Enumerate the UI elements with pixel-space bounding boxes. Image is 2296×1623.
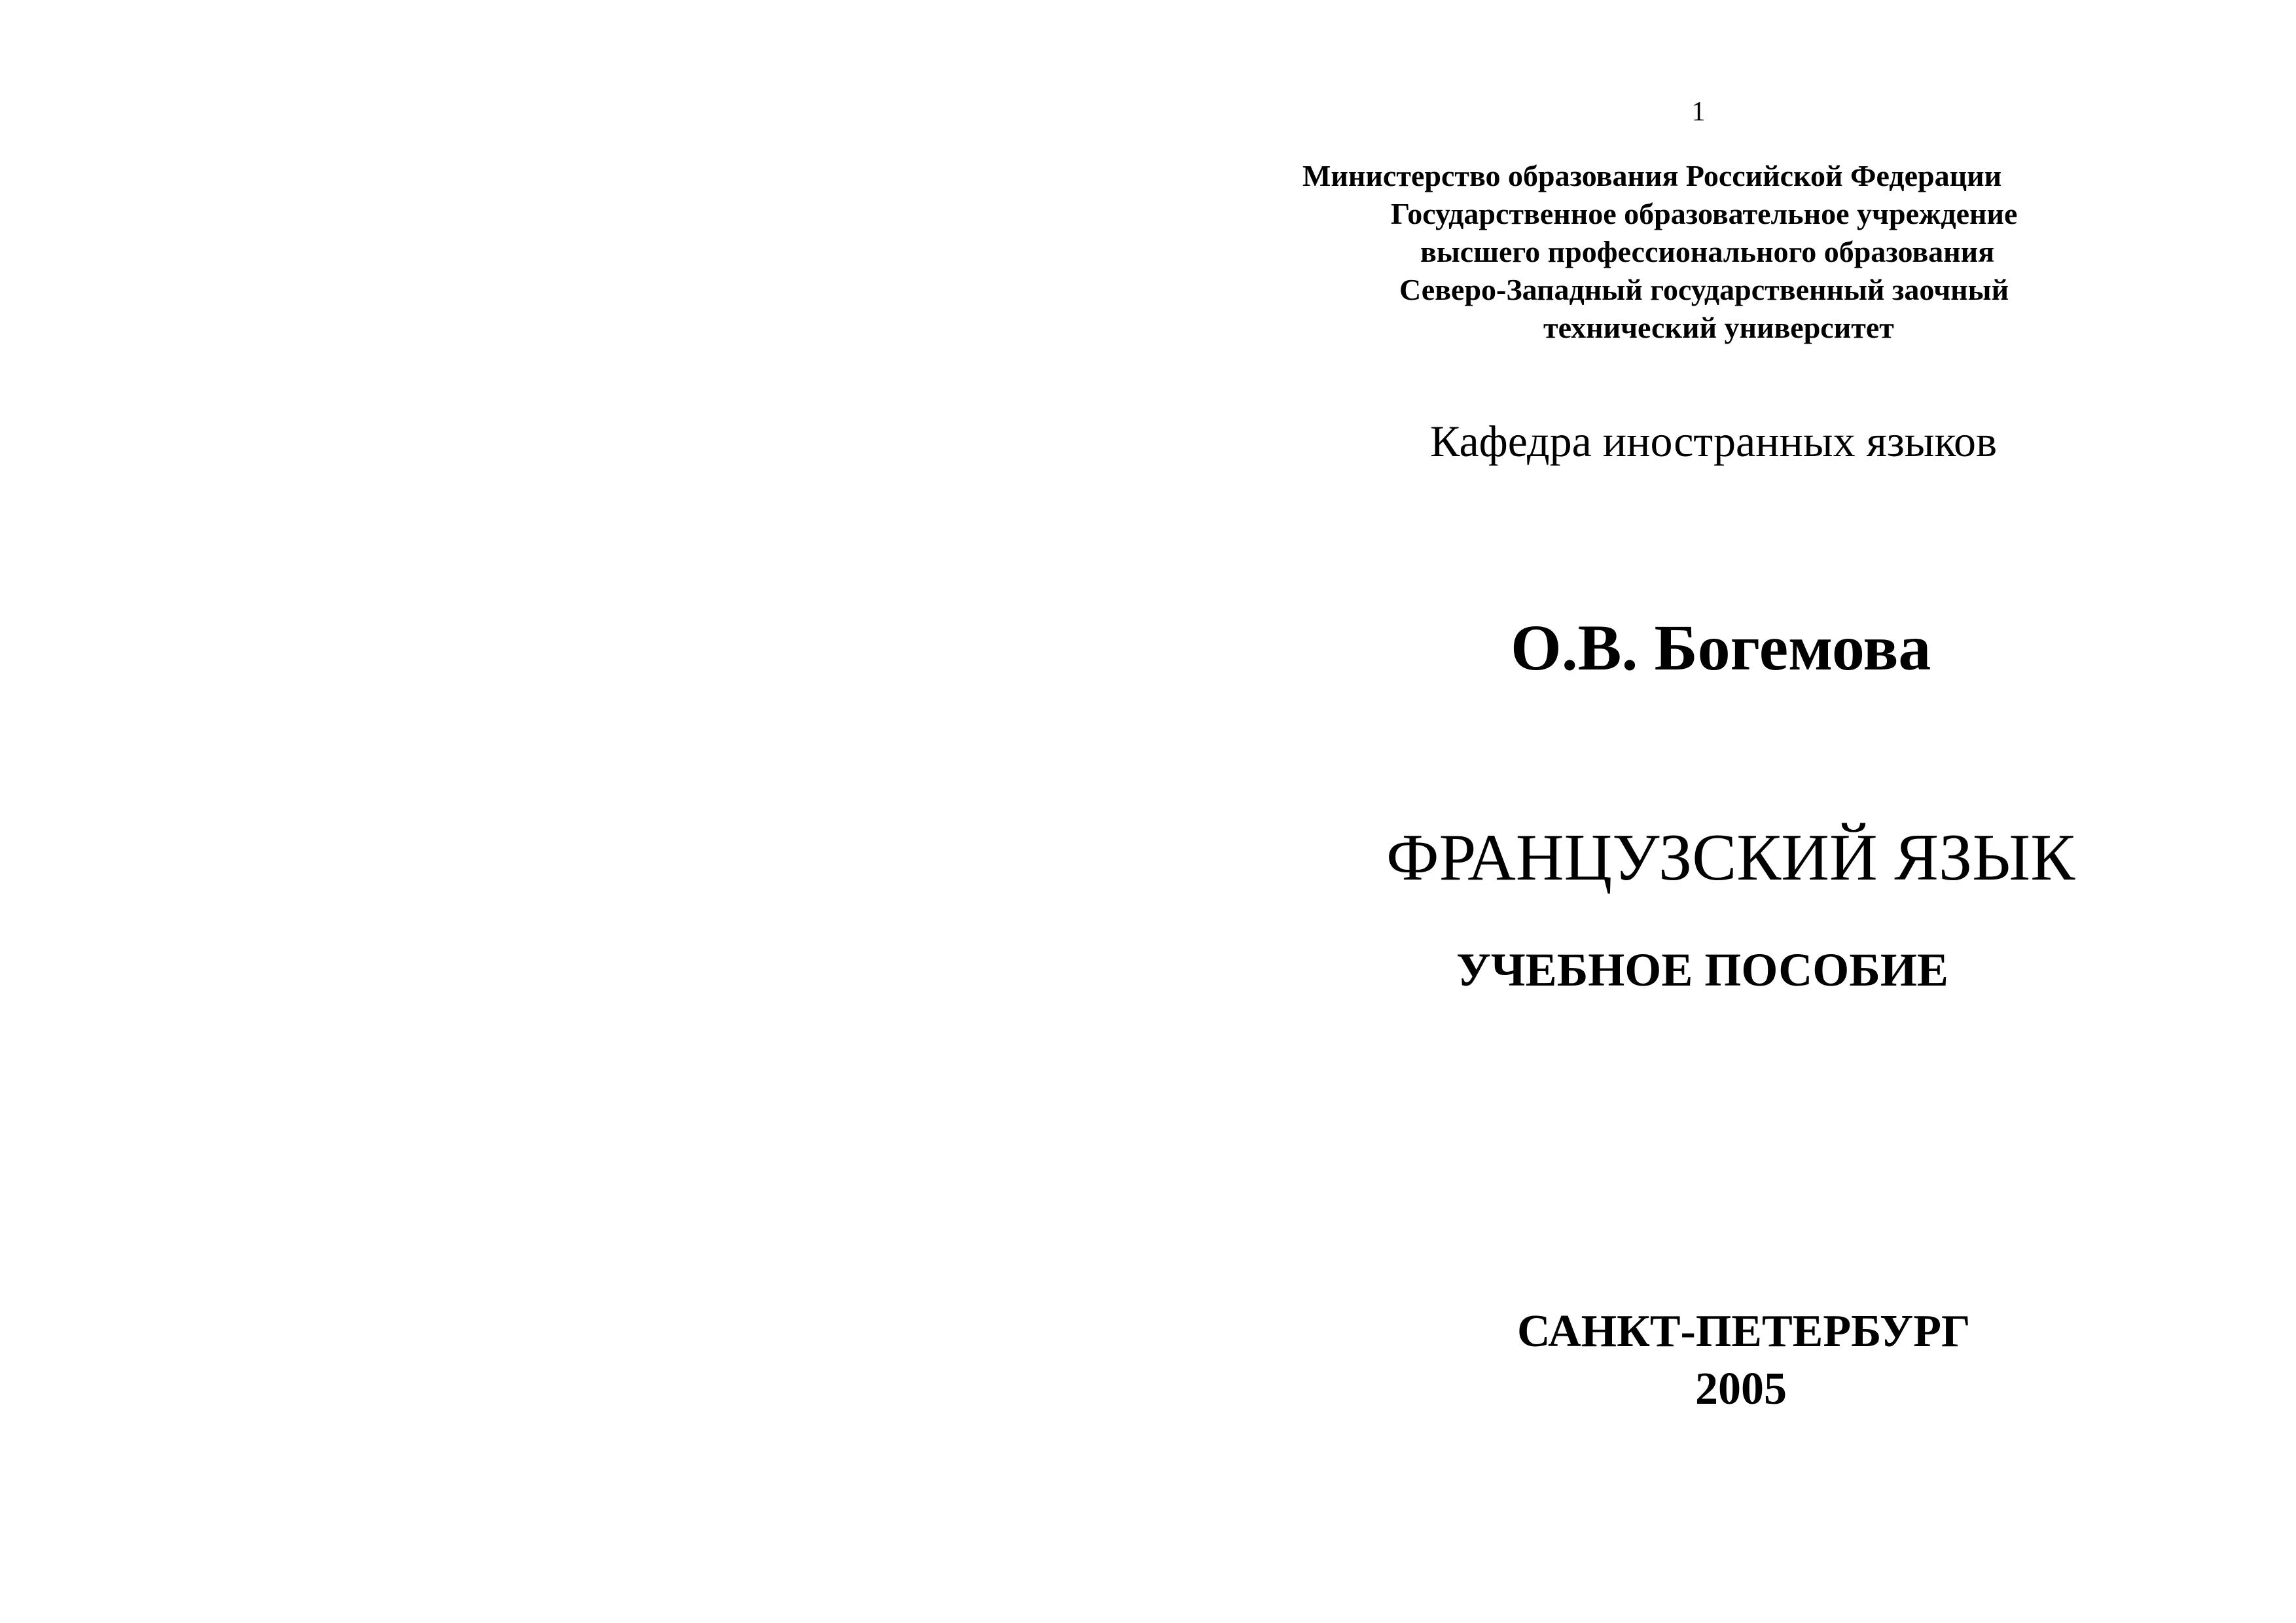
- header-line-education-level: высшего профессионального образования: [1420, 235, 1995, 268]
- header-line-ministry: Министерство образования Российской Федерации: [1302, 159, 2002, 192]
- header-line-university-type: технический университет: [1543, 311, 1894, 344]
- document-type: УЧЕБНОЕ ПОСОБИЕ: [1456, 944, 1948, 996]
- header-line-university-name: Северо-Западный государственный заочный: [1399, 273, 2009, 306]
- publication-year: 2005: [1695, 1364, 1787, 1414]
- page-number: 1: [1691, 97, 1706, 127]
- author-name: О.В. Богемова: [1511, 611, 1931, 684]
- institution-header: [1302, 157, 2166, 347]
- publication-city: САНКТ-ПЕТЕРБУРГ: [1517, 1306, 1971, 1357]
- department-name: Кафедра иностранных языков: [1430, 416, 1998, 466]
- header-line-institution-type: Государственное образовательное учреждение: [1391, 197, 2018, 230]
- subject-title: ФРАНЦУЗСКИЙ ЯЗЫК: [1386, 821, 2075, 895]
